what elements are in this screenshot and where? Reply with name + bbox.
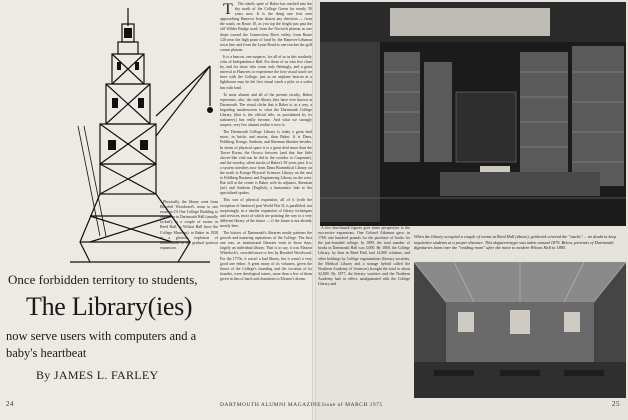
- paragraph: A few benchmark figures give some perspective to the successive expansions. One Colonel Atkinson gave, in 1769, one hundred pounds for the purchase of books for the just-founded college. In 1809, the total number of books in Dartmouth Hall was 3,000. By 1860, the College Library, by then in Reed Hall, had 14,800 volumes, and other holdings by College organizations (literary societies, the Medical Library and a strange hybrid called the Northern Academy of Sciences) brought the total to about 32,000. By 1877, the literary societies and the Northern Academy had, in effect, amalgamated with the College Library and: [318, 226, 410, 287]
- headline-title: The Library(ies): [26, 292, 193, 321]
- paragraph: T The stately spire of Baker has reached into the sky north of the College Green for nearly 50 years now. It is the thing one first sees approaching Hanover from almost any direction — from the south, on Route 10, as you top the height just past the old Wilder Bridge road; from the Norwich plateau as one drops toward the Connecticut River valley; from Route 120 near the high point of land by the Hanover-Lebanon town line; and from the Lyme Road as one reaches the golf course plateau.: [220, 2, 312, 52]
- paragraph: This sort of physical expansion, all of it (with the exception of Sanborn) post World War II, is paralleled, not surprisingly, in a similar expansion of library techniques and services, most of which are pointing the way to a very different library of the future — if the future is not already mostly here.: [220, 198, 312, 228]
- paragraph: Physically, the library went from Bezaleel Woodward's room to one room in Ol One College Building to one room in Dartmouth Hall (usually locked), to a couple of rooms in Reed Hall, to Wilson Hall (now the College Museum), to Baker in 1928 in a glorious explosion of bibliomania, to the gradual postwar expansion.: [160, 200, 218, 250]
- left-running-footer: DARTMOUTH ALUMNI MAGAZINE: [220, 402, 322, 408]
- wilson-hall-reading-room-photo: [414, 262, 626, 398]
- paragraph: The history of Dartmouth's libraries neatly patterns the growth and maturing aspirations of the College. The first one was, as institutional libraries went in those days, largely an individual library. That is to say, it was Eleazar Wheelock's, crowded more or less by Bezaleel Woodward. For the 1770s, it wasn't a bad library, but it wasn't a very good one either. A great many of its volumes, given the thrust of the College's founding and the vocation of its founder, were theological tomes, more than a few of them given in lieu of hard cash donations to Eleazar's dream.: [220, 231, 312, 281]
- right-page-number: 25: [612, 400, 620, 408]
- headline-kicker: Once forbidden territory to students,: [8, 272, 198, 287]
- byline: By JAMES L. FARLEY: [36, 368, 159, 382]
- article-column-c: [318, 226, 410, 398]
- paragraph: To most alumni and all of the present faculty, Baker represents, also, the only library they have ever known at Dartmouth. The visual cliche that is Baker is, in a way, a beguiling smokescreen to what the Dartmouth College Library (that is the official title, as proclaimed by its stationery) has really become. And what we strongly suspect, very few alumni realize it now is.: [220, 92, 312, 128]
- drop-cap: T: [223, 2, 233, 18]
- paragraph: The Dartmouth College Library is today a great deal more, in bricks and mortar, than Baker. It is Dana, Feldberg, Kresge, Sanborn, and Sherman libraries besides. In terms of physical space it is a great deal more than the Tower Room, the Orozco frescoes (and that fine little alcove-like vital run he did in the corridor to Carpenter), and the woodsy, silent stacks of Baker's 50 years past. It is a system stretches now from Dana Biomedical Library on the north to Kresge Physical Sciences Library on the east to Feldberg Business and Engineering Library on the west. But still at the center is Baker with its adjuncts, Sherman (art) and Sanborn (English), a humanistic hub to the specialized spokes.: [220, 130, 312, 196]
- article-column-a: [220, 2, 312, 398]
- photo-caption: When the library occupied a couple of rooms in Reed Hall (above), gridwork covered the "stacks" ... no doubt to keep inquisitive students at a proper distance. This daguerreotype was taken around 1870. Below, portraits of Dartmouth dignitaries loom over the "reading room" after the move to modern Wilson Hall in 1885.: [414, 234, 617, 251]
- article-column-b: [160, 200, 218, 398]
- paragraph: It is a beacon, one suspects, for all of us in this northerly echo of Independence Hall. For those of us who live close by, and for those who come only fleetingly, and a great interval to Hanover, to experience the first visual touch we have with the College, just as an airplane beacon at a lighthouse may be the first visual touch a pilot or a sailor has with land.: [220, 54, 312, 90]
- gutter: [312, 0, 316, 420]
- left-page-number: 24: [6, 400, 14, 408]
- reed-hall-library-photo: [320, 2, 626, 226]
- headline-deck: now serve users with computers and a baby's heartbeat: [6, 329, 197, 360]
- right-running-footer: Issue of MARCH 1975: [322, 402, 383, 408]
